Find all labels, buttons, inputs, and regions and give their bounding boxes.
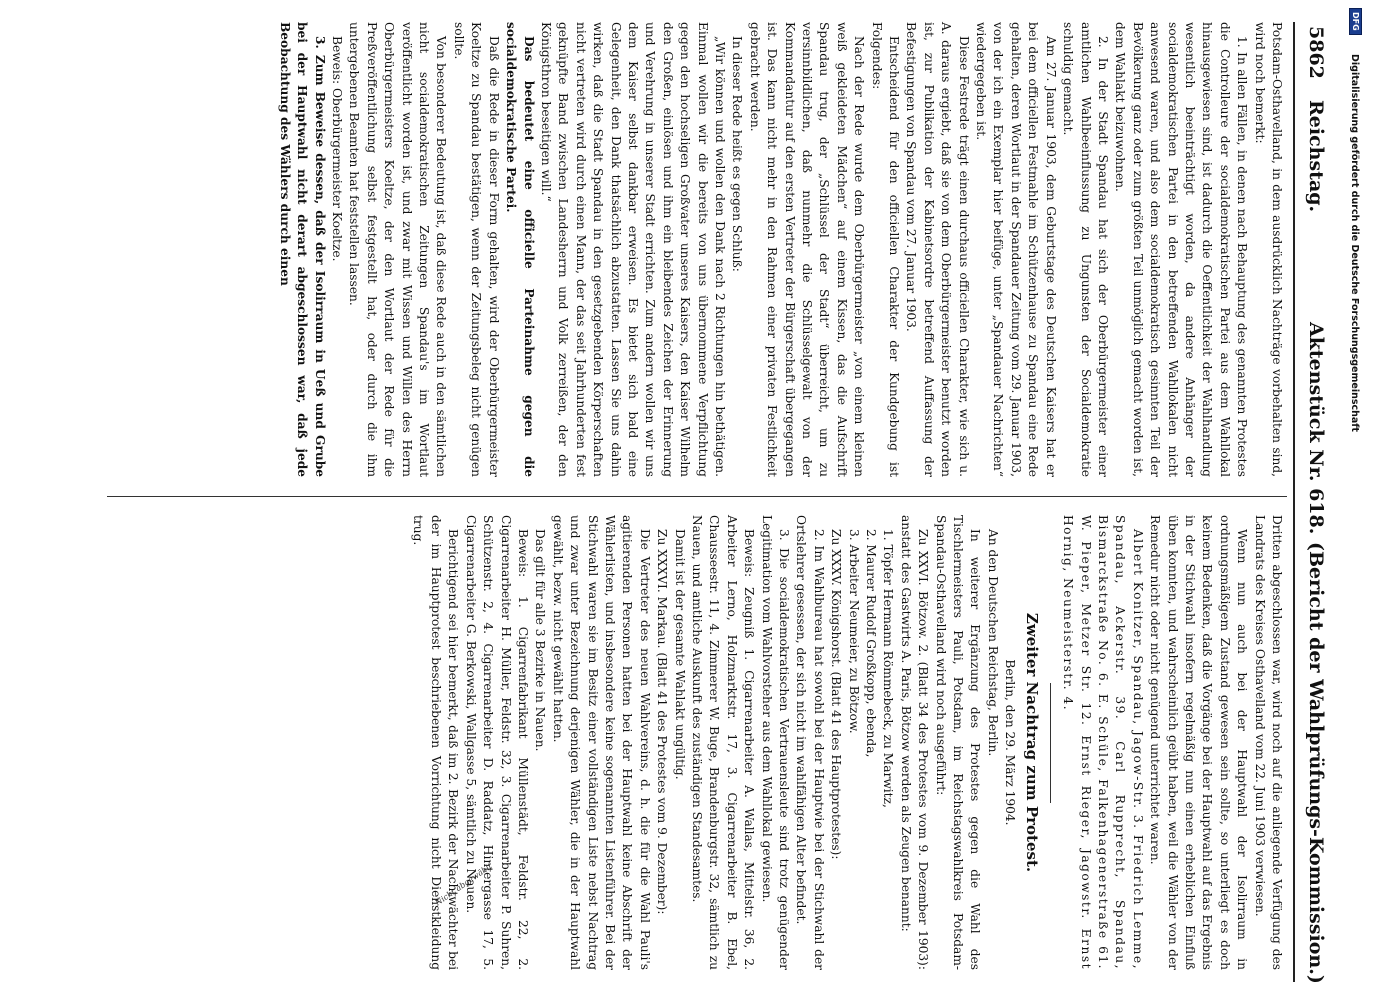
dfg-logo: DFG bbox=[1349, 8, 1362, 35]
paragraph: Zu XXXVI. Markau. (Blatt 41 des Protestes vom 9. Dezember): bbox=[655, 529, 670, 915]
paragraph: 2. In der Stadt Spandau hat sich der Oberbürgermeister einer amtlichen Wahlbeeinflussung zu Ungunsten der Socialdemokratie schuldig gemacht. bbox=[1061, 22, 1110, 477]
signatories: Albert Konitzer, Spandau, Jagow-Str. 3. Friedrich Lemme, Spandau, Ackerstr. 39. Carl Rupprecht, Spandau, Bismarckstraße No. 6. E. Schüle, Falkenhagenerstraße 61. W. Pieper, Metzer Str. 12. Ernst Rieger, Jagowstr. Ernst Hornig, Neumeisterstr. 4. bbox=[1061, 515, 1145, 970]
document-page bbox=[45, 22, 1335, 982]
list-item: 1. Töpfer Hermann Römmebeck, zu Marwitz, bbox=[881, 529, 896, 808]
right-column bbox=[409, 515, 1285, 970]
left-column bbox=[275, 22, 1285, 477]
list-item: 3. Arbeiter Neumeier, zu Bötzow. bbox=[846, 529, 861, 734]
paragraph: Damit ist der gesamte Wahlakt ungültig. bbox=[672, 529, 687, 780]
page-header bbox=[1295, 22, 1335, 982]
paragraph: Daß die Rede in dieser Form gehalten, wird der Oberbürgermeister Koeltze zu Spandau bestätigen, wenn der Zeitungsbeleg nicht genügen sollte. bbox=[451, 22, 501, 477]
margin-annotation: Nicht abgewählt bbox=[433, 861, 494, 908]
column-divider bbox=[107, 496, 1287, 497]
paragraph: Berichtigend sei hier bemerkt, daß im 2. Bezirk der Nachtwächter bei der im Hauptprotest beschriebenen Vorrichtung nicht Dienstkleidung trug. bbox=[411, 515, 461, 970]
header-rule bbox=[1293, 22, 1295, 982]
paragraph: In weiterer Ergänzung des Protestes gegen die Wahl des Tischlermeisters Pauli, Potsdam, im Reichstagswahlkreis Potsdam-Spandau-Osthavelland wird noch ausgeführt: bbox=[933, 515, 983, 970]
paragraph: Das gilt für alle 3 Bezirke in Nauen. bbox=[533, 529, 548, 752]
paragraph: 1. In allen Fällen, in denen nach Behauptung des genannten Protestes die Controlleure der socialdemokratischen Partei aus dem Wahllokal hinausgewiesen sind, ist dadurch die Oeffentlichkeit der Wahlhandlung wesentlich beeinträchtigt worden, da andere Anhänger der socialdemokratischen Partei in den betreffenden Wahllokalen nicht anwesend waren, und also dem socialdemokratisch gesinnten Teil der Bevölkerung ganz oder zum größten Teil unmöglich gemacht worden ist, dem Wahlakt beizuwohnen. bbox=[1113, 22, 1250, 477]
evidence-line: Beweis: Oberbürgermeister Koeltze. bbox=[330, 36, 345, 262]
paragraph: Wenn nun auch bei der Hauptwahl der Isolirraum in ordnungsmäßigem Zustand gewesen sein sollte, so unterliegt es doch keinem Bedenken, daß die Vorgänge bei der Hauptwahl auf das Ergebnis in der Stichwahl insofern regelmäßig nun einen erheblichen Einfluß üben konnten, und wahrscheinlich geübt haben, weil die Wähler von der Remedur nicht oder nicht genügend unterrichtet waren. bbox=[1148, 515, 1250, 970]
page-number: 5862 bbox=[1305, 26, 1327, 79]
paragraph: 3. Zum Beweise dessen, daß der Isolirraum in Ueß und Grube bei der Hauptwahl nicht derart abgeschlossen war, daß jede Beobachtung des Wählers durch einen bbox=[277, 22, 327, 477]
paragraph: Am 27. Januar 1903, dem Geburtstage des Deutschen Kaisers hat er bei dem officiellen Festmahle im Schützenhause zu Spandau eine Rede gehalten, deren Wortlaut in der Spandauer Zeitung vom 29. Januar 1903, von der ich ein Exemplar hier beifüge, unter „Spandauer Nachrichten“ wiedergegeben ist. bbox=[974, 22, 1058, 477]
paragraph: Zu XXXV. Königshorst. (Blatt 41 des Hauptprotestes): bbox=[829, 529, 844, 860]
paragraph: Die Vertreter des neuen Wahlvereins, d. h. die für die Wahl Pauli's agitierenden Personen hatten bei der Hauptwahl keine Abschrift der Wählerlisten, und insbesondere keine sogenannten Listenführer. Bei der Stichwahl waren sie im Besitz einer vollständigen Liste nebst Nachtrag und zwar unter Bezeichnung derjenigen Wähler, die in der Hauptwahl gewählt, bezw. nicht gewählt hatten. bbox=[550, 515, 652, 970]
paragraph: Dritten abgeschlossen war, wird noch auf die anliegende Verfügung des Landrats des Kreises Osthavelland vom 22. Juni 1903 verwiesen. bbox=[1252, 515, 1284, 970]
quote-paragraph: „Wir können und wollen den Dank nach 2 Richtungen hin bethätigen. Einmal wollen wir die bereits von uns übernommene Verpflichtung gegen den hochseligen Großvater unseres Kaisers, den Kaiser Wilhelm den Großen, einlösen und ihm ein bleibendes Zeichen der Erinnerung und Verehrung in unserer Stadt errichten. Zum andern wollen wir uns dem Kaiser selbst dankbar erweisen. Es bietet sich bald eine Gelegenheit, den Dank thatsächlich abzustatten. Lassen Sie uns dahin wirken, daß die Stadt Spandau in den gesetzgebenden Körperschaften nicht vertreten wird durch einen Mann, der das seit Jahrhunderten fest geknüpfte Band zwischen Landesherrn und Volk zerreißen, der den Königsthron beseitigen will.“ bbox=[538, 22, 727, 477]
paragraph: Potsdam-Osthavelland, in dem ausdrücklich Nachträge vorbehalten sind, wird noch bemerkt: bbox=[1252, 22, 1284, 477]
section-rule bbox=[1050, 683, 1051, 803]
digitization-notice: Digitalisierung gefördert durch die Deutsche Forschungsgemeinschaft bbox=[1349, 54, 1360, 432]
digitization-sidebar bbox=[1344, 8, 1362, 988]
paragraph: Diese Festrede trägt einen durchaus officiellen Charakter, wie sich u. A. daraus ergiebt, daß sie von dem Oberbürgermeister benutzt worden ist, zur Publikation der Kabinetsordre betreffend Auffassung der Befestigungen von Spandau vom 27. Januar 1903. bbox=[904, 22, 971, 477]
header-title: (Bericht der Wahlprüfungs-Kommission.) bbox=[1305, 542, 1327, 984]
header-chamber: Reichstag. bbox=[1305, 100, 1327, 213]
paragraph: 2. Im Wahlbureau hat sowohl bei der Hauptwie bei der Stichwahl der Ortslehrer gesessen, der sich nicht im wahlfähigen Alter befindet. bbox=[794, 515, 826, 970]
paragraph: Das bedeutet eine officielle Parteinahme gegen die socialdemokratische Partei. bbox=[504, 22, 536, 477]
address-line: An den Deutschen Reichstag, Berlin. bbox=[985, 529, 1000, 757]
section-heading: Zweiter Nachtrag zum Protest. bbox=[1022, 612, 1041, 873]
evidence-line: Beweis: 1. Cigarrenfabrikant Müllenstädt, Feldstr. 22, 2. Cigarrenarbeiter H. Müller, Feldstr. 32, 3. Cigarrenarbeiter P. Suhren, Schützenstr. 2, 4. Cigarrenarbeiter D. Raddatz, Hintergasse 17, 5. Cigarrenarbeiter G. Berkowski, Wallgasse 5, sämtlich zu Nauen. bbox=[463, 515, 530, 970]
paragraph: 3. Die socialdemokratischen Vertrauensleute sind trotz genügender Legitimation vom Wahlvorsteher aus dem Wahllokal gewiesen. bbox=[759, 515, 792, 970]
paragraph: In dieser Rede heißt es gegen Schluß: bbox=[730, 36, 745, 272]
paragraph: Nach der Rede wurde dem Oberbürgermeister „von einem kleinen weiß gekleideten Mädchen“ auf einem Kissen, das die Aufschrift Spandau trug, der „Schlüssel der Stadt“ überreicht, um zu versinnbildlichen, daß nunmehr die Schlüsselgewalt von der Kommandantur auf den ersten Vertreter der Bürgerschaft übergegangen ist. Das kann nicht mehr in den Rahmen einer privaten Festlichkeit gebracht werden. bbox=[747, 22, 867, 477]
paragraph: Zu XXVI. Bötzow. 2. (Blatt 34 des Protestes vom 9. Dezember 1903): anstatt des Gastwirts A. Paris, Bötzow werden als Zeugen benannt: bbox=[898, 515, 931, 970]
list-item: 2. Maurer Rudolf Großkopp, ebenda, bbox=[864, 529, 879, 758]
dateline: Berlin, den 29. März 1904. bbox=[1003, 659, 1018, 826]
paragraph: Von besonderer Bedeutung ist, daß diese Rede auch in den sämtlichen nicht socialdemokratischen Zeitungen Spandau's im Wortlaut veröffentlicht worden ist, und zwar mit Wissen und Willen des Herrn Oberbürgermeisters Koeltze, der den Wortlaut der Rede für die Preßveröffentlichung selbst festgestellt hat, oder durch die ihm untergebenen Beamten hat feststellen lassen. bbox=[347, 22, 449, 477]
header-document: Aktenstück Nr. 618. bbox=[1305, 322, 1327, 535]
paragraph: Entscheidend für den officiellen Charakter der Kundgebung ist Folgendes: bbox=[869, 22, 902, 477]
evidence-line: Beweis: Zeugniß 1. Cigarrenarbeiter A. Wallas, Mittelstr. 36, 2. Arbeiter Lerno, Holzmarktstr. 17, 3. Cigarrenarbeiter B. Ebel, Chausseestr. 11, 4. Zimmerer W. Buge, Brandenburgstr. 32, sämtlich zu Nauen, und amtliche Auskunft des zuständigen Standesamtes. bbox=[690, 515, 757, 970]
